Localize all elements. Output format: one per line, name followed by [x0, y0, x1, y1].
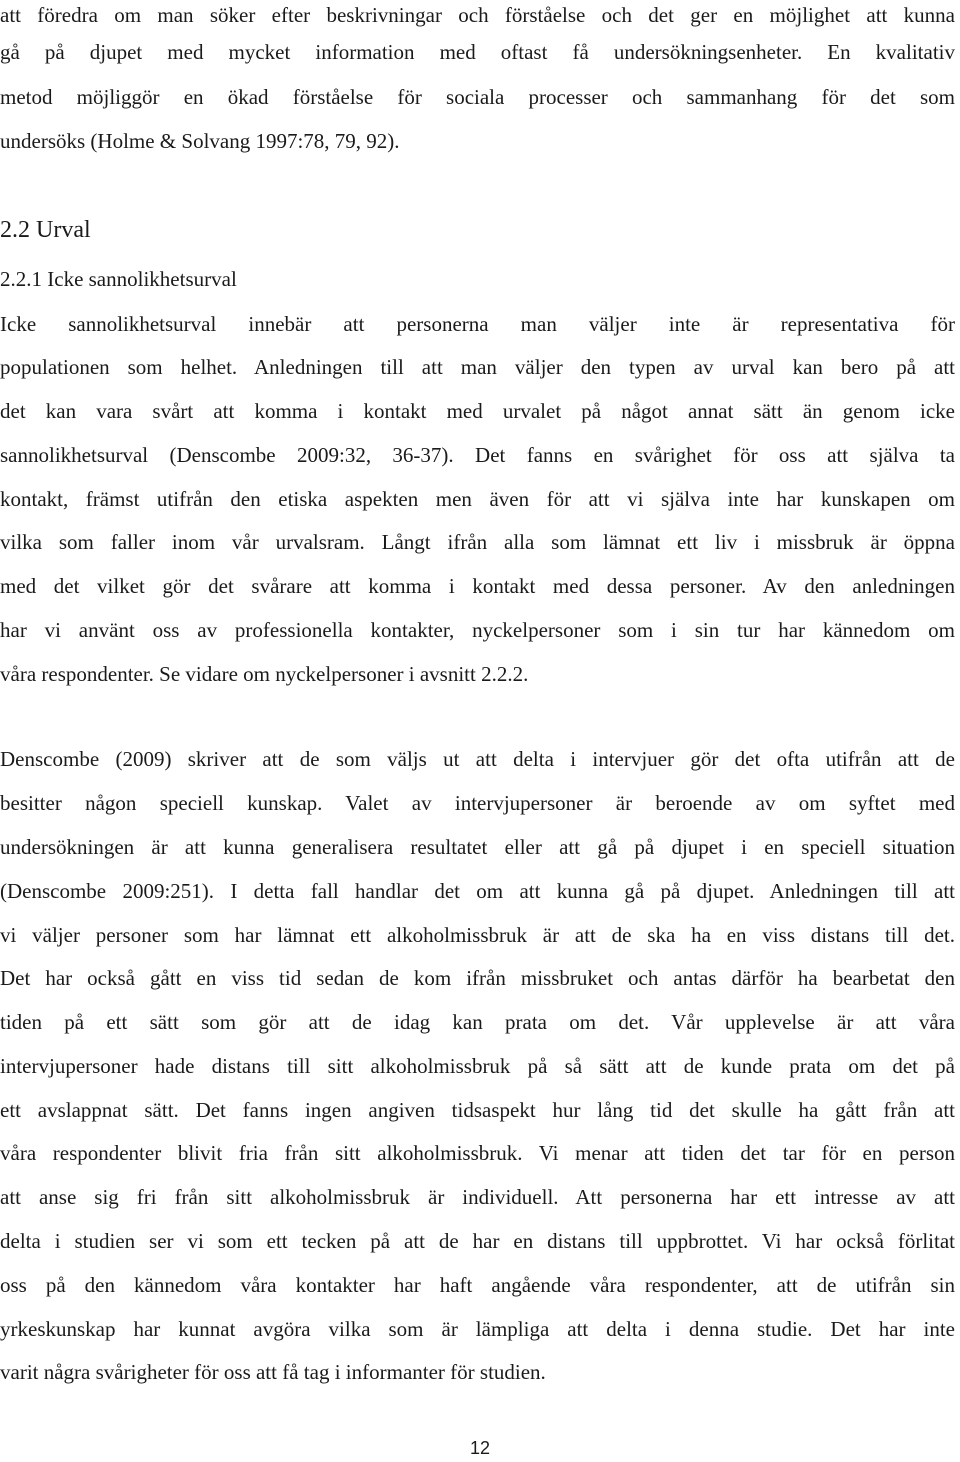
paragraph-line: oss på den kännedom våra kontakter har haft angående våra respondenter, att de utifrån sin [0, 1273, 955, 1297]
paragraph-line: ett avslappnat sätt. Det fanns ingen angiven tidsaspekt hur lång tid det skulle ha gått från att [0, 1098, 955, 1122]
paragraph-line: intervjupersoner hade distans till sitt alkoholmissbruk på så sätt att de kunde prata om det på [0, 1054, 955, 1078]
intro-line: att föredra om man söker efter beskrivningar och förståelse och det ger en möjlighet att kunna [0, 3, 955, 27]
paragraph-line: sannolikhetsurval (Denscombe 2009:32, 36-37). Det fanns en svårighet för oss att själva ta [0, 443, 955, 467]
paragraph-line: varit några svårigheter för oss att få tag i informanter för studien. [0, 1360, 546, 1384]
paragraph-line: Icke sannolikhetsurval innebär att personerna man väljer inte är representativa för [0, 312, 955, 336]
paragraph-line: har vi använt oss av professionella kontakter, nyckelpersoner som i sin tur har kännedom om [0, 618, 955, 642]
paragraph-line: våra respondenter. Se vidare om nyckelpersoner i avsnitt 2.2.2. [0, 662, 529, 686]
paragraph-line: populationen som helhet. Anledningen till att man väljer den typen av urval kan bero på att [0, 355, 955, 379]
paragraph-line: besitter någon speciell kunskap. Valet av intervjupersoner är beroende av om syftet med [0, 791, 955, 815]
paragraph-line: vi väljer personer som har lämnat ett alkoholmissbruk är att de ska ha en viss distans till det. [0, 923, 955, 947]
paragraph-line: (Denscombe 2009:251). I detta fall handlar det om att kunna gå på djupet. Anledningen till att [0, 879, 955, 903]
intro-line: gå på djupet med mycket information med oftast få undersökningsenheter. En kvalitativ [0, 40, 955, 64]
paragraph-line: våra respondenter blivit fria från sitt alkoholmissbruk. Vi menar att tiden det tar för en person [0, 1141, 955, 1165]
paragraph-line: kontakt, främst utifrån den etiska aspekten men även för att vi själva inte har kunskapen om [0, 487, 955, 511]
subsection-heading: 2.2.1 Icke sannolikhetsurval [0, 267, 237, 291]
section-heading: 2.2 Urval [0, 217, 91, 243]
intro-line: undersöks (Holme & Solvang 1997:78, 79, 92). [0, 129, 400, 153]
paragraph-line: att anse sig fri från sitt alkoholmissbruk är individuell. Att personerna har ett intresse av att [0, 1185, 955, 1209]
paragraph-line: delta i studien ser vi som ett tecken på att de har en distans till uppbrottet. Vi har också förlitat [0, 1229, 955, 1253]
paragraph-line: vilka som faller inom vår urvalsram. Långt ifrån alla som lämnat ett liv i missbruk är öppna [0, 530, 955, 554]
paragraph-line: med det vilket gör det svårare att komma i kontakt med dessa personer. Av den anledningen [0, 574, 955, 598]
paragraph-line: tiden på ett sätt som gör att de idag kan prata om det. Vår upplevelse är att våra [0, 1010, 955, 1034]
page-number: 12 [469, 1438, 491, 1458]
paragraph-line: yrkeskunskap har kunnat avgöra vilka som är lämpliga att delta i denna studie. Det har inte [0, 1317, 955, 1341]
paragraph-line: det kan vara svårt att komma i kontakt med urvalet på något annat sätt än genom icke [0, 399, 955, 423]
paragraph-line: undersökningen är att kunna generalisera resultatet eller att gå på djupet i en speciell situation [0, 835, 955, 859]
paragraph-line: Det har också gått en viss tid sedan de kom ifrån missbruket och antas därför ha bearbetat den [0, 966, 955, 990]
paragraph-line: Denscombe (2009) skriver att de som väljs ut att delta i intervjuer gör det ofta utifrån att de [0, 747, 955, 771]
intro-line: metod möjliggör en ökad förståelse för sociala processer och sammanhang för det som [0, 85, 955, 109]
